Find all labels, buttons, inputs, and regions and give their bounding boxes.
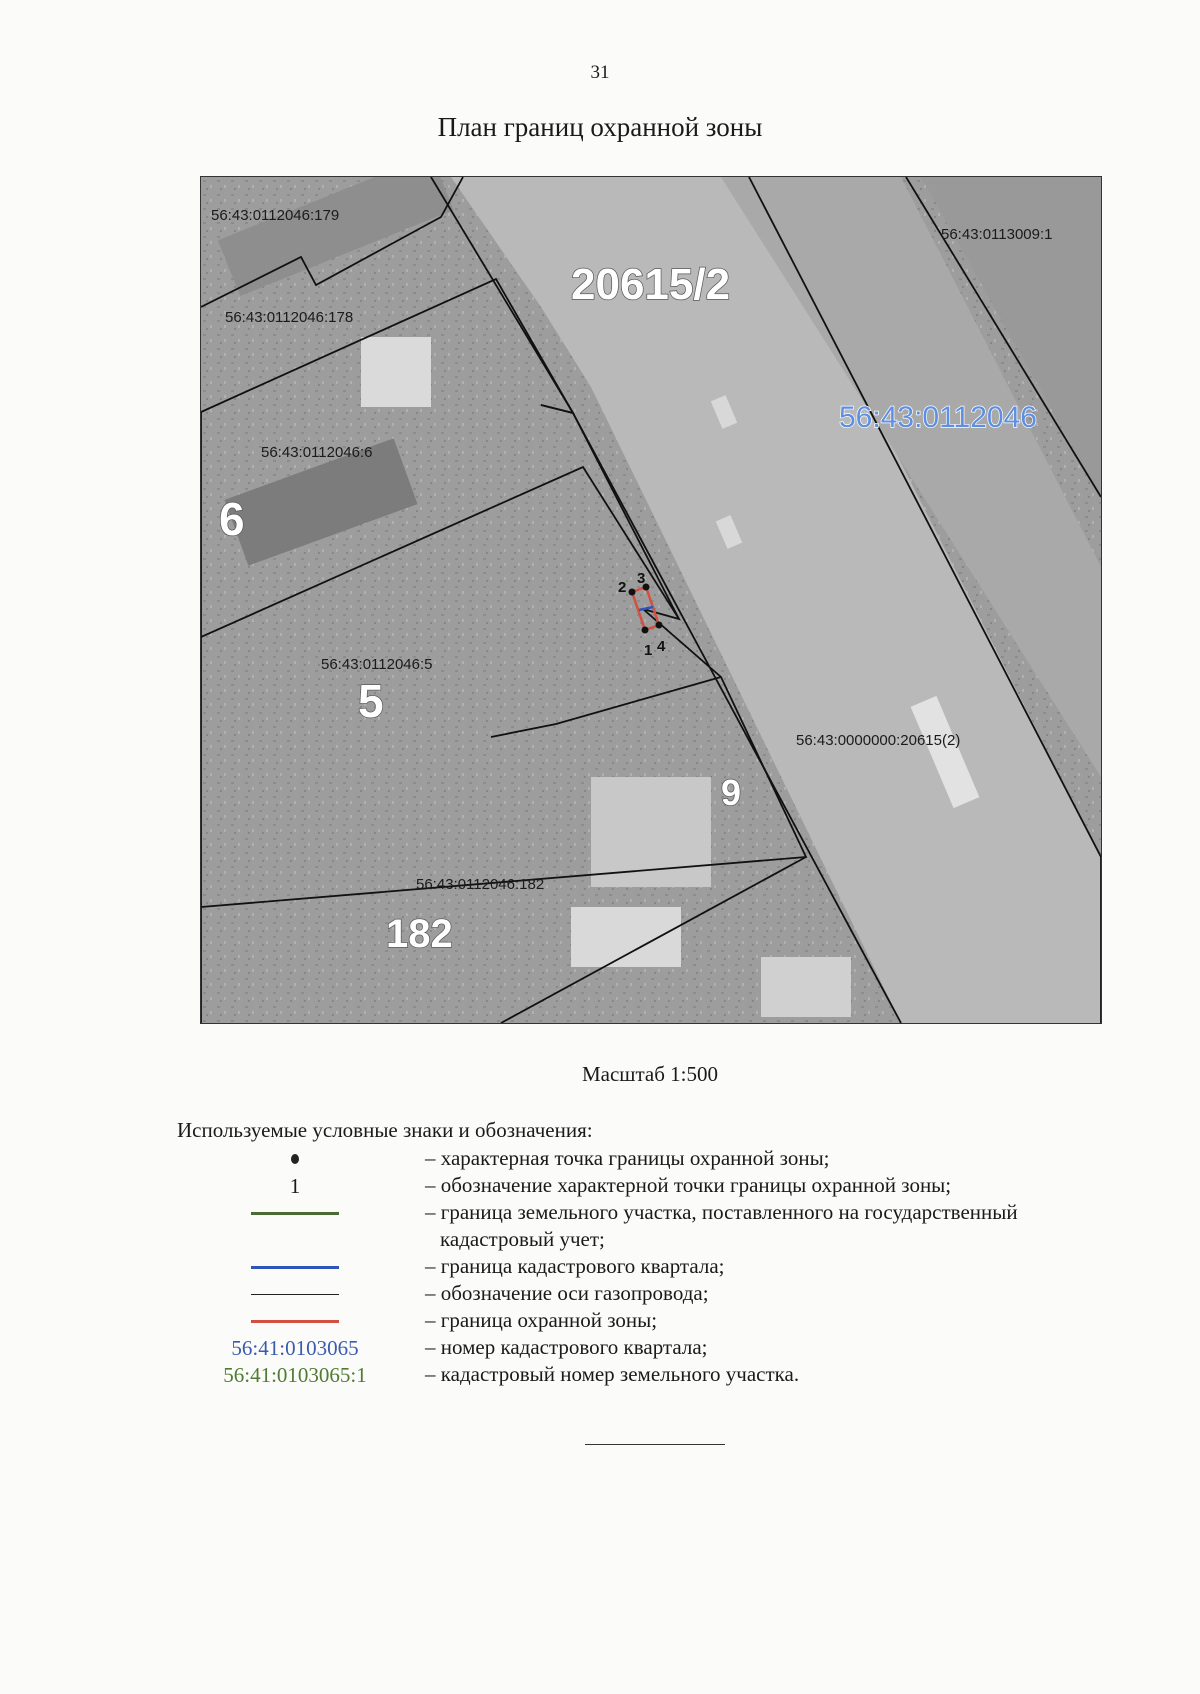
legend-symbol	[180, 1199, 410, 1227]
legend-symbol	[180, 1307, 410, 1335]
parcel-label-0113009-1: 56:43:0113009:1	[941, 226, 1053, 243]
parcel-border-line-icon	[251, 1212, 339, 1215]
legend-text: – номер кадастрового квартала;	[425, 1335, 708, 1359]
legend-symbol	[180, 1253, 410, 1281]
parcel-label-5: 56:43:0112046:5	[321, 656, 433, 673]
legend-row	[0, 1145, 1200, 1173]
legend-text: – обозначение оси газопровода;	[425, 1281, 709, 1305]
point-label-2: 2	[618, 579, 627, 596]
boundary-point	[629, 589, 636, 596]
legend-row	[0, 1253, 1200, 1281]
building-roof	[571, 907, 681, 967]
legend-row	[0, 1172, 1200, 1200]
point-label-4: 4	[657, 638, 666, 655]
quarter-border-line-icon	[251, 1266, 339, 1269]
legend-row	[0, 1307, 1200, 1335]
boundary-point	[642, 627, 649, 634]
legend-text: – обозначение характерной точки границы охранной зоны;	[425, 1173, 952, 1197]
legend-symbol: 56:41:0103065	[231, 1335, 359, 1360]
legend-heading: Используемые условные знаки и обозначения:	[177, 1118, 593, 1142]
plot-number-5: 5	[358, 675, 384, 727]
parcel-label-179: 56:43:0112046:179	[211, 207, 340, 224]
legend-text: – граница земельного участка, поставленного на государственный	[425, 1200, 1018, 1224]
parcel-label-road: 56:43:0000000:20615(2)	[796, 732, 961, 749]
map-scale: Масштаб 1:500	[581, 1062, 718, 1086]
legend-text: – кадастровый номер земельного участка.	[425, 1362, 800, 1386]
legend-text-continued: кадастровый учет;	[440, 1227, 605, 1251]
plot-number-182: 182	[386, 912, 453, 956]
legend-text: – характерная точка границы охранной зоны;	[425, 1146, 830, 1170]
legend-symbol: 1	[289, 1173, 301, 1198]
point-label-1: 1	[644, 642, 653, 659]
protection-zone-line-icon	[251, 1320, 339, 1323]
cadastral-map	[200, 176, 1102, 1024]
building-roof	[361, 337, 431, 407]
page-title: План границ охранной зоны	[437, 112, 763, 142]
legend-symbol	[180, 1280, 410, 1308]
legend-text: – граница охранной зоны;	[425, 1308, 658, 1332]
plot-number-6: 6	[219, 493, 245, 545]
legend-row	[0, 1280, 1200, 1308]
legend-symbol: 56:41:0103065:1	[223, 1362, 367, 1387]
legend-row	[0, 1334, 1200, 1362]
quarter-label: 56:43:0112046	[839, 401, 1037, 434]
point-label-3: 3	[637, 570, 646, 587]
page-number: 31	[590, 62, 610, 83]
parcel-label-6: 56:43:0112046:6	[261, 444, 373, 461]
gas-axis-line-icon	[251, 1294, 339, 1295]
parcel-label-182: 56:43:0112046:182	[416, 876, 545, 893]
road-number: 20615/2	[571, 260, 731, 309]
plot-number-9: 9	[721, 772, 742, 813]
legend-text: – граница кадастрового квартала;	[425, 1254, 725, 1278]
legend-symbol	[180, 1145, 410, 1173]
legend-row	[0, 1199, 1200, 1227]
end-divider	[585, 1444, 725, 1445]
legend-row	[0, 1361, 1200, 1389]
boundary-point-icon	[291, 1154, 299, 1164]
building-roof	[761, 957, 851, 1017]
legend-row	[0, 1226, 1200, 1254]
boundary-point	[656, 622, 663, 629]
parcel-label-178: 56:43:0112046:178	[225, 309, 354, 326]
